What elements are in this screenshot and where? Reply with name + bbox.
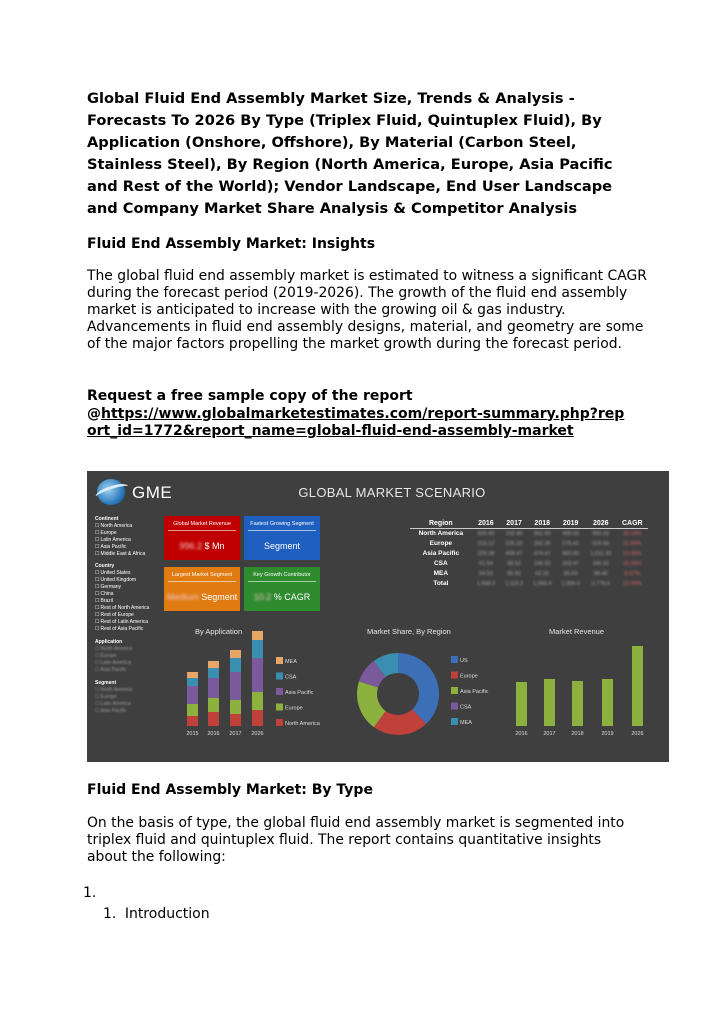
year-label: 2015 — [186, 731, 199, 737]
table-header: Region — [410, 519, 472, 529]
filter-checkbox[interactable]: ☐ United States — [95, 570, 165, 577]
inner-list-label: Introduction — [124, 906, 210, 922]
table-row-header: Asia Pacific — [422, 549, 460, 557]
market-revenue-title: Market Revenue — [549, 627, 605, 636]
legend-label: CSA — [460, 704, 472, 711]
table-cell: 474.47 — [533, 551, 551, 557]
table-header: 2026 — [585, 519, 617, 529]
table-cell: 8.67% — [624, 571, 641, 577]
table-cell: 13.00% — [622, 551, 642, 557]
legend-swatch — [276, 688, 283, 695]
year-label: 2019 — [601, 731, 614, 737]
filter-checkbox[interactable]: ☐ Germany — [95, 584, 165, 591]
table-cell: 225.33 — [505, 541, 523, 547]
filter-checkbox[interactable]: ☐ Latin America — [95, 660, 165, 667]
kpi-title: Key Growth Contributor — [253, 572, 311, 578]
stacked-bar-segment — [230, 672, 241, 700]
filter-checkbox[interactable]: ☐ Europe — [95, 694, 165, 701]
outer-list — [83, 884, 210, 923]
legend-label: US — [460, 658, 468, 664]
table-cell: 1,359.4 — [561, 581, 580, 587]
legend-swatch — [451, 703, 458, 710]
year-label: 2026 — [631, 731, 644, 737]
table-cell: 61.54 — [479, 561, 493, 567]
filter-heading: Segment — [95, 680, 117, 686]
table-cell: 515.50 — [592, 541, 610, 547]
filter-checkbox[interactable]: ☐ Asia Pacific — [95, 667, 165, 674]
stacked-bar-segment — [187, 672, 198, 678]
revenue-bar — [602, 679, 613, 726]
filter-checkbox[interactable]: ☐ Europe — [95, 653, 165, 660]
table-cell: 103.47 — [562, 561, 580, 567]
table-header: 2017 — [500, 519, 528, 529]
table-header: CAGR — [617, 519, 648, 529]
report-title: Global Fluid End Assembly Market Size, Trends & Analysis - Forecasts To 2026 By Type (Triplex Fluid, Quintuplex Fluid), By Application (Onshore, Offshore), By Material (Carbon Steel, Stainless Steel), By Region (North America, Europe, Asia Pacific and Rest of the World); Vendor Landscape, End User Landscape and Company Market Share Analysis & Competitor Analysis — [87, 90, 613, 217]
stacked-bar-segment — [187, 686, 198, 704]
filter-checkbox[interactable]: ☐ Asia Pacific — [95, 544, 165, 551]
insights-heading: Fluid End Assembly Market: Insights — [87, 236, 376, 252]
table-cell: 1,266.4 — [533, 581, 552, 587]
insights-paragraph: The global fluid end assembly market is estimated to witness a significant CAGR during the forecast period (2019-2026). The growth of the fluid end assembly market is anticipated to increase with the growing oil & gas industry. Advancements in fluid end assembly designs, material, and geometry are some of the major factors propelling the market growth during the forecast period. — [87, 268, 647, 352]
table-cell: 219.12 — [477, 541, 495, 547]
filter-checkbox[interactable]: ☐ China — [95, 591, 165, 598]
donut-slice — [398, 653, 439, 724]
dashboard-charts — [87, 471, 669, 762]
year-label: 2018 — [571, 731, 584, 737]
legend-label: Europe — [285, 705, 303, 712]
table-cell: 1,668.3 — [476, 581, 496, 587]
stacked-bar-segment — [230, 700, 241, 714]
table-cell: 229.28 — [477, 551, 495, 557]
filter-checkbox[interactable]: ☐ North America — [95, 687, 165, 694]
filter-heading: Application — [95, 639, 123, 645]
legend-swatch — [276, 719, 283, 726]
year-label: 2017 — [229, 731, 242, 737]
table-cell: 12.00% — [622, 581, 642, 587]
table-cell: 232.40 — [505, 531, 523, 537]
table-cell: 54.93 — [479, 571, 493, 577]
table-cell: 252.26 — [533, 541, 551, 547]
kpi-unit: Segment — [201, 592, 238, 602]
stacked-bar-segment — [187, 716, 198, 726]
year-label: 2016 — [515, 731, 528, 737]
table-cell: 261.00 — [533, 531, 551, 537]
table-row-header: Total — [433, 579, 449, 587]
stacked-bar-segment — [252, 692, 263, 710]
by-type-heading: Fluid End Assembly Market: By Type — [87, 782, 373, 798]
logo-text: GME — [132, 483, 173, 502]
table-row-header: MEA — [433, 569, 449, 577]
stacked-bar-segment — [230, 714, 241, 726]
legend-swatch — [276, 673, 283, 680]
table-cell: 62.22 — [535, 571, 550, 577]
table-header: 2018 — [528, 519, 556, 529]
table-cell: 500.40 — [477, 531, 495, 537]
kpi-title: Global Market Revenue — [173, 521, 231, 527]
legend-swatch — [276, 704, 283, 711]
filter-checkbox[interactable]: ☐ Rest of North America — [95, 605, 165, 612]
revenue-bar — [572, 681, 583, 726]
filter-heading: Continent — [95, 516, 119, 522]
stacked-bar-segment — [252, 640, 263, 658]
table-cell: 10.18% — [622, 531, 642, 537]
legend-label: Asia Pacific — [460, 689, 489, 695]
sample-request — [87, 388, 627, 441]
inner-list-marker: 1. — [103, 906, 117, 922]
filter-checkbox[interactable]: ☐ Rest of Europe — [95, 612, 165, 619]
filter-checkbox[interactable]: ☐ Rest of Asia Pacific — [95, 626, 165, 633]
table-row-header: North America — [418, 529, 464, 537]
revenue-bar — [544, 679, 555, 726]
revenue-bar — [632, 646, 643, 726]
legend-swatch — [451, 718, 458, 725]
legend-label: North America — [285, 721, 320, 727]
table-header: 2016 — [472, 519, 500, 529]
year-label: 2026 — [251, 731, 264, 737]
filter-checkbox[interactable]: ☐ Latin America — [95, 537, 165, 544]
table-cell: 68.52 — [507, 561, 521, 567]
filter-checkbox[interactable]: ☐ United Kingdom — [95, 577, 165, 584]
stacked-bar-segment — [252, 631, 263, 640]
kpi-title: Largest Market Segment — [171, 572, 233, 578]
revenue-bar — [516, 682, 527, 726]
filter-checkbox[interactable]: ☐ Latin America — [95, 701, 165, 708]
kpi-unit: $ Mn — [204, 541, 225, 551]
stacked-bar-segment — [208, 712, 219, 726]
table-row-header: Europe — [429, 539, 453, 547]
table-cell: 15.39% — [622, 561, 642, 567]
table-cell: 560.90 — [562, 551, 580, 557]
legend-swatch — [276, 657, 283, 664]
stacked-bar-segment — [208, 678, 219, 698]
table-row-header: CSA — [433, 559, 448, 567]
kpi-unit: % CAGR — [273, 592, 311, 602]
kpi-title: Fastest Growing Segment — [250, 521, 314, 527]
kpi-blurred-value: 996.2 — [179, 541, 205, 551]
table-cell: 100.32 — [533, 561, 551, 567]
table-cell: 276.41 — [562, 541, 580, 547]
year-label: 2016 — [207, 731, 220, 737]
table-cell: 56.91 — [507, 571, 521, 577]
at-symbol: @ — [87, 405, 101, 422]
report-link[interactable]: https://www.globalmarketestimates.com/report-summary.php?report_id=1772&report_name=global-fluid-end-assembly-market — [87, 405, 625, 439]
by-type-paragraph: On the basis of type, the global fluid end assembly market is segmented into triplex fluid and quintuplex fluid. The report contains quantitative insights about the following: — [87, 815, 625, 865]
table-cell: 11.00% — [623, 541, 642, 547]
filter-checkbox[interactable]: ☐ Middle East & Africa — [95, 551, 165, 558]
table-cell: 400.33 — [562, 531, 580, 537]
legend-swatch — [451, 656, 458, 663]
table-cell: 650.33 — [592, 531, 610, 537]
stacked-bar-segment — [208, 698, 219, 712]
table-cell: 1,119.3 — [505, 581, 524, 587]
stacked-bar-segment — [187, 704, 198, 716]
filter-heading: Country — [95, 563, 115, 569]
kpi-blurred-value: Medium — [166, 592, 202, 602]
table-cell: 1,011.33 — [590, 551, 612, 557]
legend-label: Europe — [460, 673, 478, 680]
stacked-bar-segment — [230, 650, 241, 658]
kpi-blurred-value: 10.2 — [253, 592, 274, 602]
legend-label: Asia Pacific — [285, 690, 314, 696]
table-cell: 2,776.6 — [591, 581, 610, 587]
table-cell: 408.47 — [505, 551, 523, 557]
filter-checkbox[interactable]: ☐ Rest of Latin America — [95, 619, 165, 626]
filter-checkbox[interactable]: ☐ North America — [95, 523, 165, 530]
legend-label: CSA — [285, 674, 297, 681]
kpi-unit: Segment — [263, 541, 301, 551]
table-cell: 165.41 — [592, 561, 610, 567]
filter-checkbox[interactable]: ☐ North America — [95, 646, 165, 653]
stacked-bar-segment — [208, 668, 219, 678]
filter-checkbox[interactable]: ☐ Europe — [95, 530, 165, 537]
outer-list-marker: 1. — [83, 885, 97, 901]
table-cell: 65.63 — [563, 571, 578, 577]
sample-request-label: Request a free sample copy of the report — [87, 388, 413, 404]
dashboard-title: GLOBAL MARKET SCENARIO — [298, 485, 486, 500]
year-label: 2017 — [543, 731, 556, 737]
table-cell: 98.40 — [593, 571, 608, 577]
table-header: 2019 — [556, 519, 584, 529]
legend-swatch — [451, 672, 458, 679]
legend-label: MEA — [285, 659, 297, 665]
stacked-bar-segment — [252, 658, 263, 692]
by-application-title: By Application — [195, 627, 243, 636]
stacked-bar-segment — [208, 661, 219, 668]
legend-swatch — [451, 687, 458, 694]
market-share-title: Market Share, By Region — [367, 627, 451, 636]
market-scenario-dashboard — [87, 471, 669, 762]
filter-checkbox[interactable]: ☐ Asia Pacific — [95, 708, 165, 715]
filter-checkbox[interactable]: ☐ Brazil — [95, 598, 165, 605]
stacked-bar-segment — [187, 678, 198, 686]
stacked-bar-segment — [252, 710, 263, 726]
inner-list-item — [103, 905, 210, 923]
stacked-bar-segment — [230, 658, 241, 672]
legend-label: MEA — [460, 720, 472, 726]
